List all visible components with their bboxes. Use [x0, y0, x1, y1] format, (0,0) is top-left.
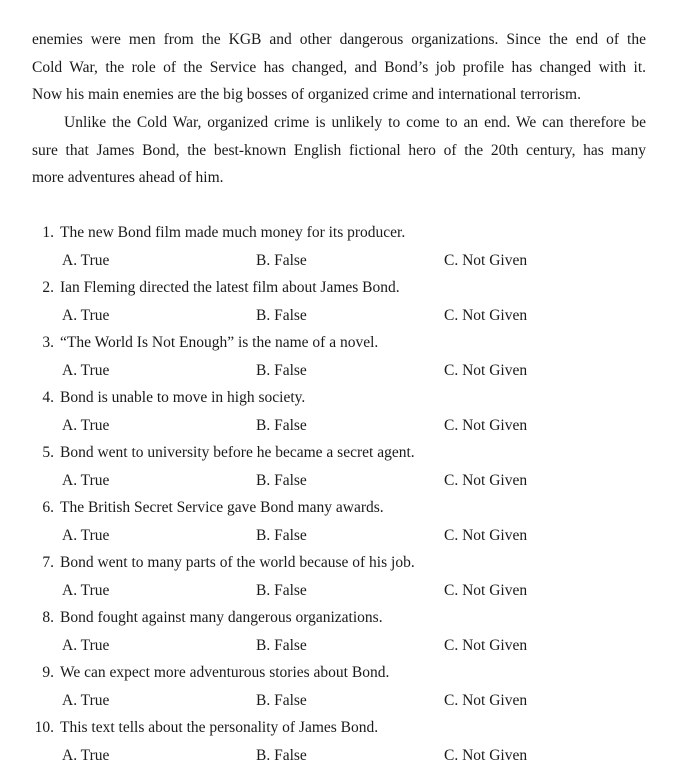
question-number: 7. [42, 554, 54, 571]
passage-line: enemies were men from the KGB and other dangerous organizations. Since the end of the [32, 31, 646, 48]
option-a: A. True [62, 362, 110, 379]
passage-line: Unlike the Cold War, organized crime is unlikely to come to an end. We can therefore be [64, 114, 646, 131]
option-b: B. False [256, 527, 307, 544]
question-text: Bond went to many parts of the world because of his job. [60, 554, 415, 571]
option-b: B. False [256, 747, 307, 764]
question-text: Bond went to university before he became a secret agent. [60, 444, 415, 461]
option-c: C. Not Given [444, 417, 528, 434]
option-c: C. Not Given [444, 692, 528, 709]
option-c: C. Not Given [444, 252, 528, 269]
option-b: B. False [256, 307, 307, 324]
option-a: A. True [62, 472, 110, 489]
passage-line: sure that James Bond, the best-known English fictional hero of the 20th century, has many [32, 142, 646, 159]
question-text: We can expect more adventurous stories about Bond. [60, 664, 390, 681]
question-text: Bond fought against many dangerous organizations. [60, 609, 383, 626]
option-b: B. False [256, 362, 307, 379]
question-number: 8. [42, 609, 54, 626]
option-a: A. True [62, 527, 110, 544]
option-c: C. Not Given [444, 307, 528, 324]
option-c: C. Not Given [444, 637, 528, 654]
question-number: 5. [42, 444, 54, 461]
question-number: 3. [42, 334, 54, 351]
question-number: 2. [42, 279, 54, 296]
question-number: 6. [42, 499, 54, 516]
option-a: A. True [62, 417, 110, 434]
question-text: Ian Fleming directed the latest film about James Bond. [60, 279, 400, 296]
option-b: B. False [256, 582, 307, 599]
question-text: Bond is unable to move in high society. [60, 389, 306, 406]
option-c: C. Not Given [444, 362, 528, 379]
question-number: 10. [34, 719, 54, 736]
question-number: 1. [42, 224, 54, 241]
option-b: B. False [256, 252, 307, 269]
question-text: The new Bond film made much money for its producer. [60, 224, 406, 241]
question-number: 9. [42, 664, 54, 681]
question-text: This text tells about the personality of James Bond. [60, 719, 379, 736]
question-number: 4. [42, 389, 54, 406]
passage-line: more adventures ahead of him. [32, 169, 224, 186]
passage-line: Now his main enemies are the big bosses of organized crime and international terrorism. [32, 86, 581, 103]
option-a: A. True [62, 582, 110, 599]
option-a: A. True [62, 307, 110, 324]
option-a: A. True [62, 692, 110, 709]
option-a: A. True [62, 252, 110, 269]
passage-line: Cold War, the role of the Service has changed, and Bond’s job profile has changed with it. [32, 59, 646, 76]
question-text: “The World Is Not Enough” is the name of a novel. [60, 334, 379, 351]
option-b: B. False [256, 472, 307, 489]
question-text: The British Secret Service gave Bond many awards. [60, 499, 384, 516]
option-c: C. Not Given [444, 527, 528, 544]
option-b: B. False [256, 692, 307, 709]
option-b: B. False [256, 637, 307, 654]
option-c: C. Not Given [444, 472, 528, 489]
option-b: B. False [256, 417, 307, 434]
option-c: C. Not Given [444, 747, 528, 764]
option-a: A. True [62, 747, 110, 764]
option-a: A. True [62, 637, 110, 654]
option-c: C. Not Given [444, 582, 528, 599]
